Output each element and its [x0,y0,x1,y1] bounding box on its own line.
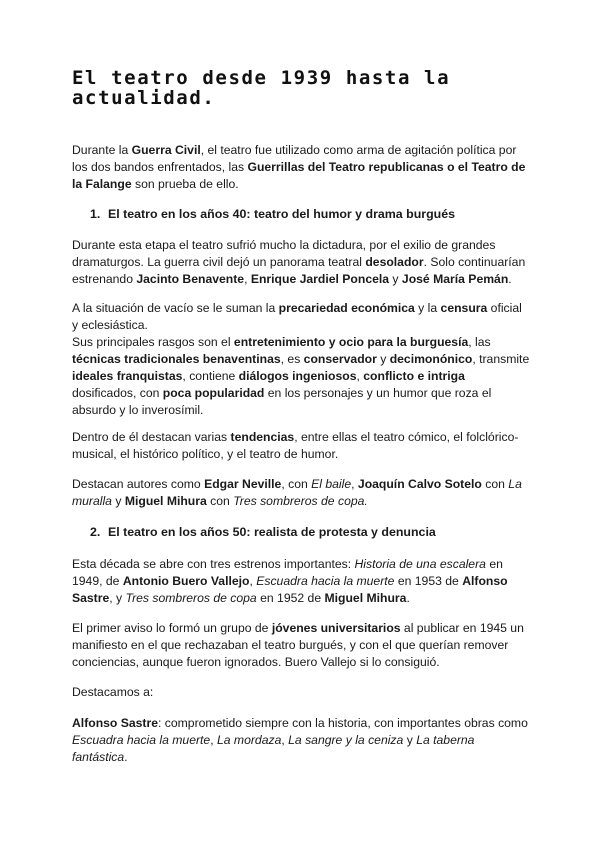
text: , las [468,335,491,349]
section-1-paragraph-3 [72,334,530,419]
section-2-paragraph-2 [72,620,530,671]
text: en 1953 de [394,574,463,588]
text: Durante esta etapa el teatro sufrió mucho la dictadura, por el exilio de grandes dramaturgos. La guerra civil dejó un panorama teatral [72,238,496,269]
bold-text: Jacinto Benavente [136,272,245,286]
italic-text: Tres sombreros de copa [125,591,257,605]
section-number: 1. [90,207,101,221]
text: y [111,494,125,508]
italic-text: Tres sombreros de copa. [233,494,368,508]
bold-text: ideales franquistas [72,369,183,383]
bold-text: Miguel Mihura [324,591,407,605]
italic-text: El baile [311,477,352,491]
section-2-heading [90,524,436,541]
bold-text: censura [440,301,488,315]
bold-text: Guerra Civil [131,143,201,157]
text: , [210,733,217,747]
text: , y [109,591,126,605]
text: con [481,477,509,491]
text: al publicar en 1945 un manifiesto en el que rechazaban el teatro burgués, y con el que querían remover conciencias, aunque fueron ignorados. Buero Vallejo si lo consiguió. [72,621,524,669]
text: , [356,369,364,383]
text: , el teatro fue utilizado como arma de agitación política por los dos bandos enfrentados, las [72,143,517,174]
italic-text: La mordaza [216,733,282,747]
italic-text: Historia de una escalera [354,557,486,571]
text: El primer aviso lo formó un grupo de [72,621,272,635]
text: y [376,352,390,366]
text: . Solo continuarían estrenando [72,255,526,286]
text: Sus principales rasgos son el [72,335,234,349]
text: en 1952 de [256,591,325,605]
text: , contiene [182,369,239,383]
text: con [206,494,234,508]
text: A la situación de vacío se le suman la [72,301,279,315]
italic-text: La muralla [72,477,522,508]
text: dosificados, con [72,386,163,400]
text: , [244,272,251,286]
bold-text: Antonio Buero Vallejo [122,574,250,588]
section-1-heading [90,206,455,223]
text: en los personajes y un humor que roza el absurdo y lo inverosímil. [72,386,492,417]
text: en 1949, de [72,557,503,588]
text: , entre ellas el teatro cómico, el folclórico-musical, el histórico político, y el teatro de humor. [72,430,519,461]
section-1-paragraph-5 [72,476,530,510]
text: . [124,750,128,764]
bold-text: técnicas tradicionales benaventinas [72,352,281,366]
section-number: 2. [90,525,101,539]
bold-text: José María Pemán [401,272,509,286]
text: son prueba de ello. [131,177,239,191]
section-title: El teatro en los años 50: realista de protesta y denuncia [108,525,436,539]
text: y [389,272,402,286]
text: oficial y eclesiástica. [72,301,522,332]
text: , [351,477,358,491]
text: . [508,272,512,286]
bold-text: Alfonso Sastre [72,574,508,605]
bold-text: jóvenes universitarios [271,621,401,635]
section-1-paragraph-4 [72,429,530,463]
text: . [406,591,410,605]
text: , transmite [472,352,530,366]
text: y la [414,301,441,315]
text: Durante la [72,143,132,157]
italic-text: La sangre y la ceniza [288,733,404,747]
text: , [281,733,289,747]
text: Destacan autores como [72,477,205,491]
bold-text: Guerrillas del Teatro republicanas o el Teatro de la Falange [72,160,526,191]
section-2-paragraph-3: Destacamos a: [72,685,154,699]
section-2-paragraph-4 [72,715,530,766]
bold-text: conservador [303,352,377,366]
bold-text: precariedad económica [278,301,415,315]
bold-text: Alfonso Sastre [72,716,159,730]
bold-text: Joaquín Calvo Sotelo [357,477,482,491]
bold-text: tendencias [230,430,295,444]
section-1-paragraph-2 [72,300,530,334]
text: y [403,733,417,747]
intro-paragraph [72,142,530,193]
bold-text: entretenimiento y ocio para la burguesía [233,335,469,349]
text: Dentro de él destacan varias [72,430,231,444]
italic-text: Escuadra hacia la muerte [256,574,395,588]
page-title: El teatro desde 1939 hasta la actualidad. [72,67,451,109]
text: , es [280,352,304,366]
text: , [249,574,257,588]
bold-text: decimonónico [389,352,473,366]
section-title: El teatro en los años 40: teatro del humor y drama burgués [108,207,456,221]
bold-text: Miguel Mihura [124,494,207,508]
bold-text: desolador [365,255,424,269]
bold-text: poca popularidad [162,386,265,400]
section-2-paragraph-1 [72,556,530,607]
bold-text: Enrique Jardiel Poncela [250,272,390,286]
bold-text: conflicto e intriga [363,369,465,383]
text: Esta década se abre con tres estrenos importantes: [72,557,355,571]
italic-text: La taberna fantástica [72,733,475,764]
section-1-paragraph-1 [72,237,530,288]
italic-text: Escuadra hacia la muerte [72,733,211,747]
text: : comprometido siempre con la historia, con importantes obras como [158,716,528,730]
text: , con [281,477,312,491]
bold-text: Edgar Neville [204,477,282,491]
bold-text: diálogos ingeniosos [238,369,357,383]
